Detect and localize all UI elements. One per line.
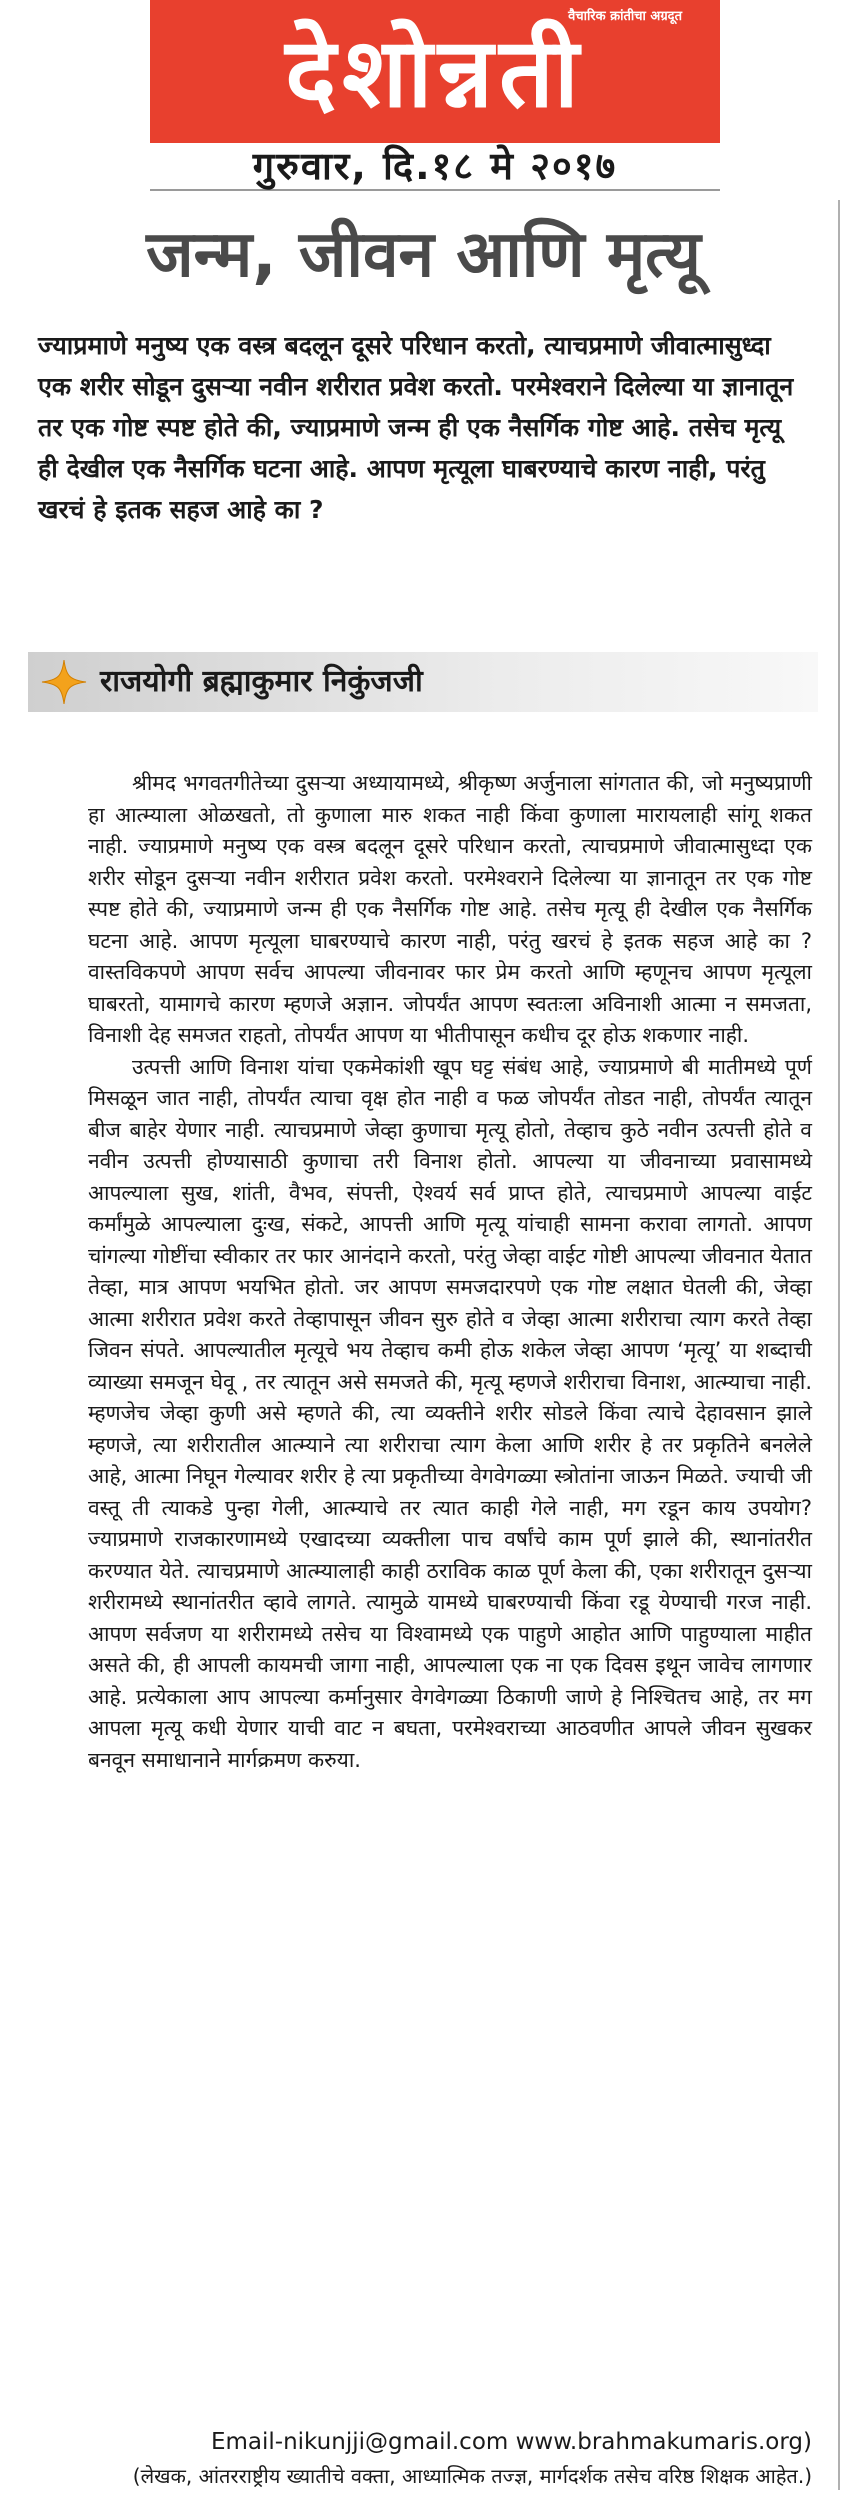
article-headline: जन्म, जीवन आणि मृत्यू: [146, 218, 701, 292]
body-paragraph: श्रीमद भगवतगीतेच्या दुसऱ्या अध्यायामध्ये, श्रीकृष्ण अर्जुनाला सांगतात की, जो मनुष्यप्राणी हा आत्म्याला ओळखतो, तो कुणाला मारु शकत नाही किंवा कुणाला मारायलाही सांगू शकत नाही. ज्याप्रमाणे मनुष्य एक वस्त्र बदलून दूसरे परिधान करतो, त्याचप्रमाणे जीवात्मासुध्दा एक शरीर सोडून दुसऱ्या नवीन शरीरात प्रवेश करतो. परमेश्वराने दिलेल्या या ज्ञानातून तर एक गोष्ट स्पष्ट होते की, ज्याप्रमाणे जन्म ही एक नैसर्गिक गोष्ट आहे. तसेच मृत्यू ही देखील एक नैसर्गिक घटना आहे. आपण मृत्यूला घाबरण्याचे कारण नाही, परंतु खरचं हे इतक सहज आहे का ? वास्तविकपणे आपण सर्वच आपल्या जीवनावर फार प्रेम करतो आणि म्हणूनच आपण मृत्यूला घाबरतो, यामागचे कारण म्हणजे अज्ञान. जोपर्यंत आपण स्वतःला अविनाशी आत्मा न समजता, विनाशी देह समजत राहतो, तोपर्यंत आपण या भीतीपासून कधीच दूर होऊ शकणार नाही.: [88, 771, 812, 1047]
author-name: राजयोगी ब्रह्माकुमार निकुंजजी: [100, 664, 423, 699]
author-disclaimer: (लेखक, आंतरराष्ट्रीय ख्यातीचे वक्ता, आध्यात्मिक तज्ज्ञ, मार्गदर्शक तसेच वरिष्ठ शिक्षक आहेत.): [132, 2464, 812, 2488]
newspaper-name: देशोन्नती: [285, 17, 585, 129]
intro-text: ज्याप्रमाणे मनुष्य एक वस्त्र बदलून दूसरे परिधान करतो, त्याचप्रमाणे जीवात्मासुध्दा एक शरीर सोडून दुसऱ्या नवीन शरीरात प्रवेश करतो. परमेश्वराने दिलेल्या या ज्ञानातून तर एक गोष्ट स्पष्ट होते की, ज्याप्रमाणे जन्म ही एक नैसर्गिक गोष्ट आहे. तसेच मृत्यू ही देखील एक नैसर्गिक घटना आहे. आपण मृत्यूला घाबरण्याचे कारण नाही, परंतु खरचं हे इतक सहज आहे का ?: [38, 331, 794, 524]
newspaper-masthead: [150, 0, 720, 143]
body-paragraph: उत्पत्ती आणि विनाश यांचा एकमेकांशी खूप घट्ट संबंध आहे, ज्याप्रमाणे बी मातीमध्ये पूर्ण मिसळून जात नाही, तोपर्यंत त्याचा वृक्ष होत नाही व फळ जोपर्यंत तोडत नाही, तोपर्यंत त्यातून बीज बाहेर येणार नाही. त्याचप्रमाणे जेव्हा कुणाचा मृत्यू होतो, तेव्हाच कुठे नवीन उत्पत्ती होते व नवीन उत्पत्ती होण्यासाठी कुणाचा तरी विनाश होतो. आपल्या या जीवनाच्या प्रवासामध्ये आपल्याला सुख, शांती, वैभव, संपत्ती, ऐश्वर्य सर्व प्राप्त होते, त्याचप्रमाणे आपल्या वाईट कर्मांमुळे आपल्याला दुःख, संकटे, आपत्ती आणि मृत्यू यांचाही सामना करावा लागतो. आपण चांगल्या गोष्टींचा स्वीकार तर फार आनंदाने करतो, परंतु जेव्हा वाईट गोष्टी आपल्या जीवनात येतात तेव्हा, मात्र आपण भयभित होतो. जर आपण समजदारपणे एक गोष्ट लक्षात घेतली की, जेव्हा आत्मा शरीरात प्रवेश करते तेव्हापासून जीवन सुरु होते व जेव्हा आत्मा शरीराचा त्याग करते तेव्हा जिवन संपते. आपल्यातील मृत्यूचे भय तेव्हाच कमी होऊ शकेल जेव्हा आपण ‘मृत्यू’ या शब्दाची व्याख्या समजून घेवू , तर त्यातून असे समजते की, मृत्यू म्हणजे शरीराचा विनाश, आत्म्याचा नाही. म्हणजेच जेव्हा कुणी असे म्हणते की, त्या व्यक्तीने शरीर सोडले किंवा त्याचे देहावसान झाले म्हणजे, त्या शरीरातील आत्म्याने त्या शरीराचा त्याग केला आणि शरीर हे तर प्रकृतिने बनलेले आहे, आत्मा निघून गेल्यावर शरीर हे त्या प्रकृतीच्या वेगवेगळ्या स्त्रोतांना जाऊन मिळते. ज्याची जी वस्तू ती त्याकडे पुन्हा गेली, आत्म्याचे तर त्यात काही गेले नाही, मग रडून काय उपयोग? ज्याप्रमाणे राजकारणामध्ये एखादच्या व्यक्तीला पाच वर्षांचे काम पूर्ण झाले की, स्थानांतरीत करण्यात येते. त्याचप्रमाणे आत्म्यालाही काही ठराविक काळ पूर्ण केला की, एका शरीरातून दुसऱ्या शरीरामध्ये स्थानांतरीत व्हावे लागते. त्यामुळे यामध्ये घाबरण्याची किंवा रडू येण्याची गरज नाही. आपण सर्वजण या शरीरामध्ये तसेच या विश्वामध्ये एक पाहुणे आहोत आणि पाहुण्याला माहीत असते की, ही आपली कायमची जागा नाही, आपल्याला एक ना एक दिवस इथून जावेच लागणार आहे. प्रत्येकाला आप आपल्या कर्मानुसार वेगवेगळ्या ठिकाणी जाणे हे निश्चितच आहे, तर मग आपला मृत्यू कधी येणार याची वाट न बघता, परमेश्वराच्या आठवणीत आपले जीवन सुखकर बनवून समाधानाने मार्गक्रमण करुया.: [88, 1054, 812, 1772]
article-intro: [38, 325, 808, 530]
author-contact: Email-nikunjji@gmail.com www.brahmakumaris.org): [210, 2429, 812, 2455]
star-icon: [40, 658, 88, 706]
column-divider: [838, 200, 840, 2490]
publication-date: गुरुवार, दि.१८ मे २०१७: [150, 143, 720, 191]
masthead-tagline: वैचारिक क्रांतीचा अग्रदूत: [568, 9, 682, 24]
article-body: [88, 768, 812, 1776]
author-byline: [28, 652, 818, 712]
